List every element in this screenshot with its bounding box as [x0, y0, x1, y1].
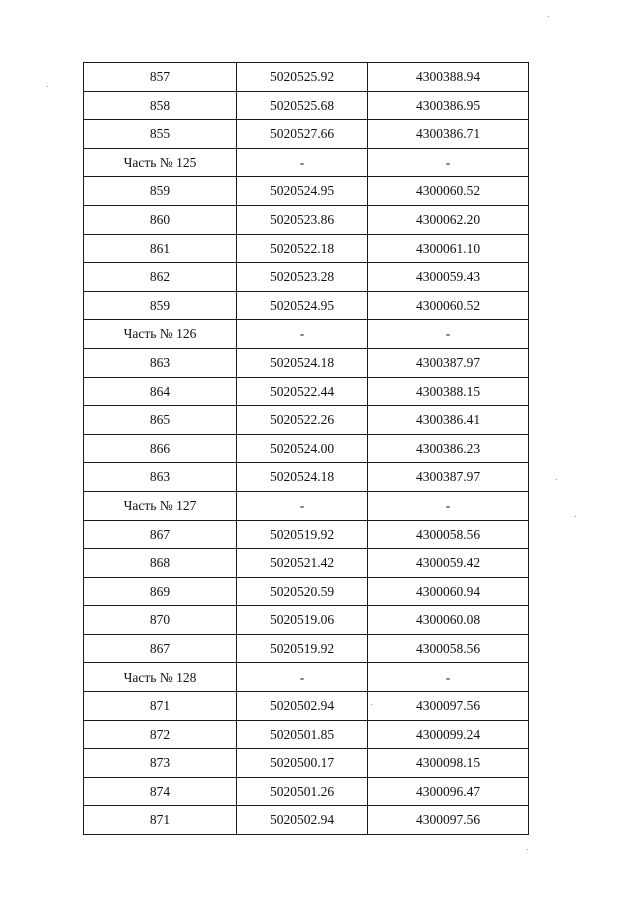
x-coordinate-cell: 5020519.06: [237, 606, 368, 635]
x-coordinate-cell: 5020502.94: [237, 806, 368, 835]
table-row: [84, 692, 529, 721]
y-coordinate-cell: 4300058.56: [368, 520, 529, 549]
table-row: [84, 263, 529, 292]
y-coordinate-cell: 4300388.94: [368, 63, 529, 92]
table-row: [84, 406, 529, 435]
scan-speck: [548, 16, 549, 17]
y-coordinate-cell: 4300061.10: [368, 234, 529, 263]
point-cell: 859: [84, 291, 237, 320]
x-coordinate-cell: 5020519.92: [237, 634, 368, 663]
table-row: [84, 434, 529, 463]
y-coordinate-cell: 4300386.41: [368, 406, 529, 435]
y-coordinate-cell: 4300060.52: [368, 177, 529, 206]
point-cell: 869: [84, 577, 237, 606]
x-coordinate-cell: 5020522.26: [237, 406, 368, 435]
table-row: [84, 634, 529, 663]
x-coordinate-cell: -: [237, 320, 368, 349]
x-coordinate-cell: 5020502.94: [237, 692, 368, 721]
point-cell: Часть № 125: [84, 148, 237, 177]
point-cell: Часть № 126: [84, 320, 237, 349]
point-cell: 864: [84, 377, 237, 406]
table-row: [84, 91, 529, 120]
x-coordinate-cell: 5020523.86: [237, 205, 368, 234]
point-cell: Часть № 127: [84, 491, 237, 520]
point-cell: 857: [84, 63, 237, 92]
scan-speck: [47, 86, 48, 87]
x-coordinate-cell: 5020525.92: [237, 63, 368, 92]
table-row: [84, 577, 529, 606]
table-row: [84, 120, 529, 149]
y-coordinate-cell: 4300062.20: [368, 205, 529, 234]
table-row: [84, 63, 529, 92]
y-coordinate-cell: 4300060.08: [368, 606, 529, 635]
x-coordinate-cell: 5020524.95: [237, 177, 368, 206]
point-cell: 870: [84, 606, 237, 635]
coordinates-table: [83, 62, 529, 835]
point-cell: 862: [84, 263, 237, 292]
scan-speck: [556, 479, 557, 480]
x-coordinate-cell: 5020524.95: [237, 291, 368, 320]
point-cell: 861: [84, 234, 237, 263]
scan-speck: [527, 849, 528, 850]
table-row: [84, 491, 529, 520]
point-cell: 874: [84, 777, 237, 806]
y-coordinate-cell: 4300386.95: [368, 91, 529, 120]
x-coordinate-cell: -: [237, 148, 368, 177]
point-cell: 865: [84, 406, 237, 435]
x-coordinate-cell: 5020523.28: [237, 263, 368, 292]
table-row: [84, 806, 529, 835]
point-cell: 863: [84, 348, 237, 377]
y-coordinate-cell: 4300097.56: [368, 806, 529, 835]
table-row: [84, 520, 529, 549]
y-coordinate-cell: -: [368, 663, 529, 692]
point-cell: 867: [84, 634, 237, 663]
table-row: [84, 720, 529, 749]
point-cell: 866: [84, 434, 237, 463]
y-coordinate-cell: 4300097.56: [368, 692, 529, 721]
y-coordinate-cell: 4300058.56: [368, 634, 529, 663]
y-coordinate-cell: 4300388.15: [368, 377, 529, 406]
point-cell: 871: [84, 692, 237, 721]
table-row: [84, 205, 529, 234]
x-coordinate-cell: 5020520.59: [237, 577, 368, 606]
table-row: [84, 606, 529, 635]
x-coordinate-cell: 5020501.85: [237, 720, 368, 749]
y-coordinate-cell: 4300098.15: [368, 749, 529, 778]
table-row: [84, 463, 529, 492]
point-cell: 859: [84, 177, 237, 206]
x-coordinate-cell: 5020521.42: [237, 549, 368, 578]
table-row: [84, 663, 529, 692]
y-coordinate-cell: 4300060.94: [368, 577, 529, 606]
point-cell: 868: [84, 549, 237, 578]
point-cell: 855: [84, 120, 237, 149]
table-row: [84, 320, 529, 349]
y-coordinate-cell: 4300059.43: [368, 263, 529, 292]
point-cell: 871: [84, 806, 237, 835]
x-coordinate-cell: -: [237, 663, 368, 692]
point-cell: 867: [84, 520, 237, 549]
point-cell: 863: [84, 463, 237, 492]
table-row: [84, 234, 529, 263]
y-coordinate-cell: 4300060.52: [368, 291, 529, 320]
y-coordinate-cell: -: [368, 491, 529, 520]
y-coordinate-cell: 4300386.23: [368, 434, 529, 463]
table-row: [84, 777, 529, 806]
x-coordinate-cell: 5020522.18: [237, 234, 368, 263]
x-coordinate-cell: -: [237, 491, 368, 520]
x-coordinate-cell: 5020501.26: [237, 777, 368, 806]
table-row: [84, 377, 529, 406]
x-coordinate-cell: 5020524.00: [237, 434, 368, 463]
y-coordinate-cell: 4300387.97: [368, 463, 529, 492]
x-coordinate-cell: 5020522.44: [237, 377, 368, 406]
y-coordinate-cell: 4300059.42: [368, 549, 529, 578]
y-coordinate-cell: -: [368, 320, 529, 349]
y-coordinate-cell: -: [368, 148, 529, 177]
point-cell: 872: [84, 720, 237, 749]
x-coordinate-cell: 5020524.18: [237, 463, 368, 492]
y-coordinate-cell: 4300387.97: [368, 348, 529, 377]
table-row: [84, 177, 529, 206]
x-coordinate-cell: 5020519.92: [237, 520, 368, 549]
point-cell: 860: [84, 205, 237, 234]
x-coordinate-cell: 5020525.68: [237, 91, 368, 120]
table-row: [84, 549, 529, 578]
point-cell: 858: [84, 91, 237, 120]
y-coordinate-cell: 4300096.47: [368, 777, 529, 806]
point-cell: 873: [84, 749, 237, 778]
x-coordinate-cell: 5020500.17: [237, 749, 368, 778]
table-row: [84, 291, 529, 320]
x-coordinate-cell: 5020524.18: [237, 348, 368, 377]
scan-speck: [575, 516, 576, 517]
table-row: [84, 348, 529, 377]
y-coordinate-cell: 4300099.24: [368, 720, 529, 749]
scan-speck: [371, 704, 372, 705]
table-row: [84, 749, 529, 778]
x-coordinate-cell: 5020527.66: [237, 120, 368, 149]
point-cell: Часть № 128: [84, 663, 237, 692]
table-row: [84, 148, 529, 177]
coordinates-table-body: [84, 63, 529, 835]
y-coordinate-cell: 4300386.71: [368, 120, 529, 149]
